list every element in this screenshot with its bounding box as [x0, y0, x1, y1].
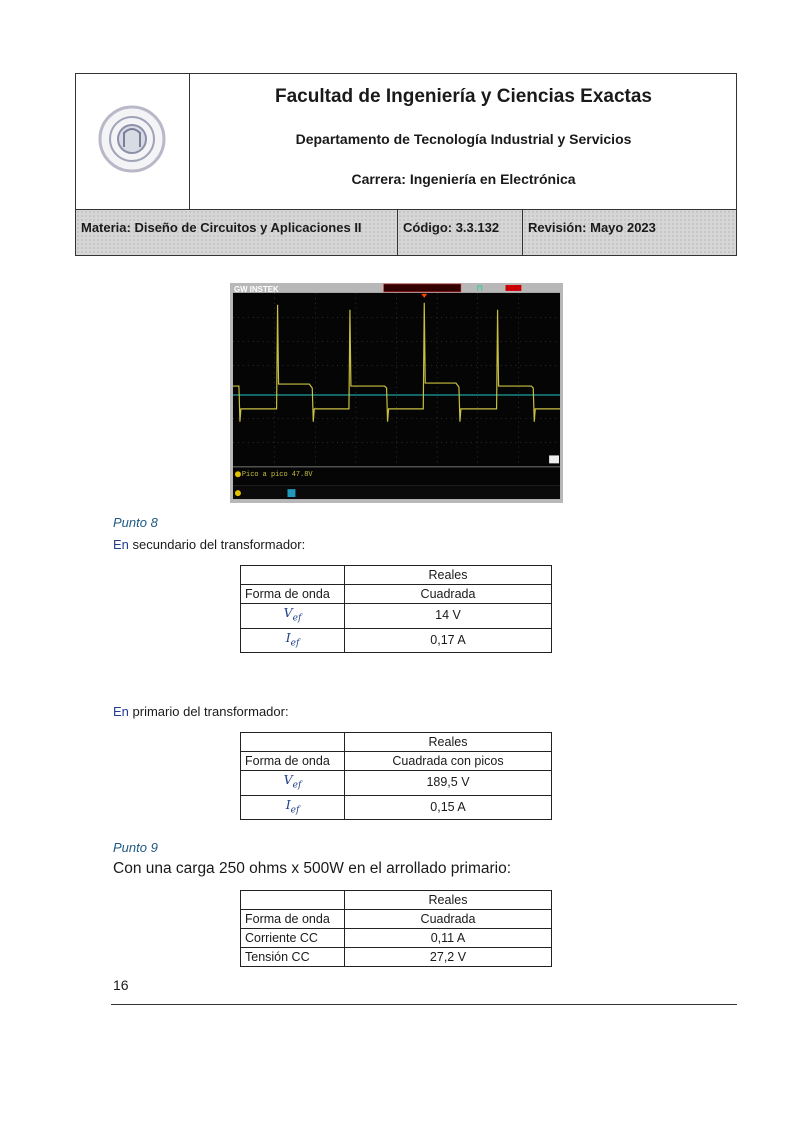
- page-number: 16: [113, 977, 129, 993]
- primary-table: [240, 732, 552, 820]
- row-label: Forma de onda: [241, 910, 345, 929]
- secondary-text: secundario del transformador:: [128, 537, 306, 552]
- table-row: [241, 795, 552, 820]
- table-header-row: [241, 566, 552, 585]
- table-header-row: [241, 733, 552, 752]
- row-label: Forma de onda: [241, 585, 345, 604]
- table-header-row: [241, 891, 552, 910]
- row-label-vef: $V_{ef}$: [241, 771, 345, 796]
- punto-9-heading: Punto 9: [113, 840, 158, 855]
- row-value: 27,2 V: [345, 948, 552, 967]
- row-value: 0,17 A: [345, 628, 552, 653]
- table-row: [241, 910, 552, 929]
- row-label: Tensión CC: [241, 948, 345, 967]
- scope-brand: GW INSTEK: [233, 284, 279, 294]
- revision-cell: Revisión: Mayo 2023: [522, 209, 737, 256]
- row-label: Corriente CC: [241, 929, 345, 948]
- load-table: [240, 890, 552, 967]
- row-value: 189,5 V: [345, 771, 552, 796]
- career-title: Carrera: Ingeniería en Electrónica: [351, 171, 576, 187]
- table-row: [241, 771, 552, 796]
- row-value: 14 V: [345, 604, 552, 629]
- secondary-intro: [113, 537, 305, 552]
- logo-cell: [75, 73, 190, 210]
- row-value: 0,11 A: [345, 929, 552, 948]
- primary-intro: [113, 704, 289, 719]
- table-row: [241, 604, 552, 629]
- department-title: Departamento de Tecnología Industrial y Servicios: [295, 131, 632, 147]
- row-value: Cuadrada con picos: [345, 752, 552, 771]
- column-header: Reales: [345, 566, 552, 585]
- primary-text: primario del transformador:: [128, 704, 289, 719]
- oscilloscope-screenshot: [229, 283, 564, 503]
- code-cell: Código: 3.3.132: [397, 209, 523, 256]
- load-description: Con una carga 250 ohms x 500W en el arrollado primario:: [113, 860, 512, 877]
- faculty-title: Facultad de Ingeniería y Ciencias Exactas: [275, 86, 652, 107]
- table-row: [241, 948, 552, 967]
- row-label-vef: $V_{ef}$: [241, 604, 345, 629]
- punto-8-heading: Punto 8: [113, 515, 158, 530]
- row-label: Forma de onda: [241, 752, 345, 771]
- table-row: [241, 628, 552, 653]
- table-row: [241, 752, 552, 771]
- en-prefix: En: [113, 537, 129, 552]
- secondary-table: [240, 565, 552, 653]
- row-value: 0,15 A: [345, 795, 552, 820]
- row-label-ief: $I_{ef}$: [241, 795, 345, 820]
- scope-measurement: Pico a pico 47.8V: [241, 471, 313, 480]
- row-value: Cuadrada: [345, 585, 552, 604]
- en-prefix: En: [113, 704, 129, 719]
- row-value: Cuadrada: [345, 910, 552, 929]
- footer-divider: [111, 1004, 737, 1005]
- university-seal-logo: [75, 73, 189, 209]
- column-header: Reales: [345, 891, 552, 910]
- column-header: Reales: [345, 733, 552, 752]
- row-label-ief: $I_{ef}$: [241, 628, 345, 653]
- table-row: [241, 929, 552, 948]
- subject-cell: Materia: Diseño de Circuitos y Aplicaciones II: [75, 209, 398, 256]
- table-row: [241, 585, 552, 604]
